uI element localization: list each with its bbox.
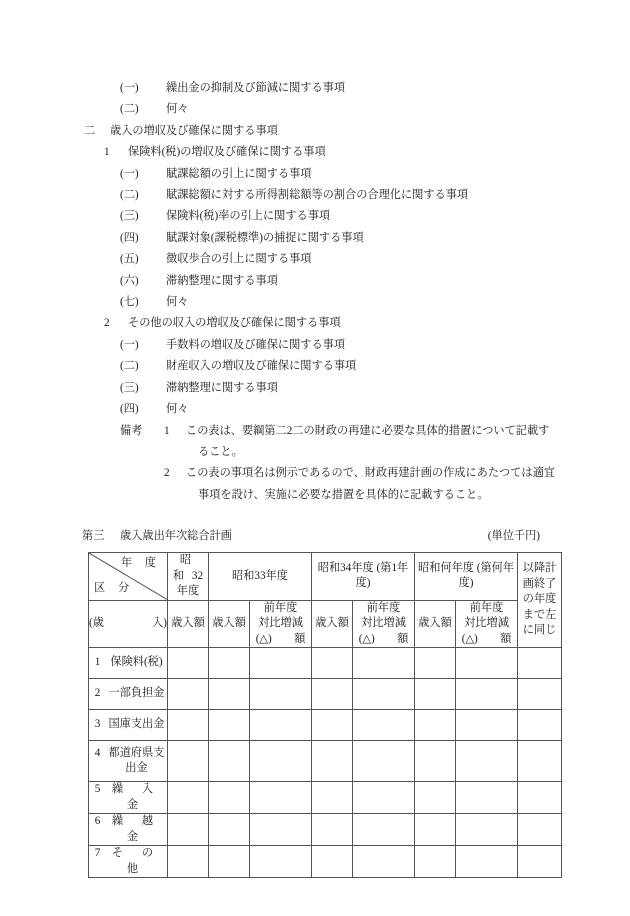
data-cell[interactable]: [312, 710, 353, 741]
annual-plan-table: [88, 552, 562, 878]
data-cell[interactable]: [518, 679, 562, 710]
row-name-cont: 出金: [125, 762, 148, 775]
subheader-line: 対比増減: [361, 617, 406, 630]
subheader-delta: [353, 600, 415, 648]
table-row: [89, 782, 562, 814]
list-marker: (七): [120, 296, 139, 309]
data-cell[interactable]: [209, 814, 250, 846]
subheader-line: 対比増減: [464, 617, 509, 630]
data-cell[interactable]: [353, 741, 415, 782]
note-body: [186, 421, 560, 464]
tail-line: 画終了: [522, 577, 557, 590]
year-group-line: (第何年度): [458, 561, 515, 590]
subheader-line: (△) 額: [461, 632, 512, 645]
year-group-header-3: [312, 553, 415, 601]
data-cell[interactable]: [415, 814, 456, 846]
data-cell[interactable]: [168, 814, 209, 846]
list-item: [120, 78, 560, 99]
data-cell[interactable]: [518, 814, 562, 846]
list-item: [120, 356, 560, 377]
subheader-line: 対比増減: [258, 617, 303, 630]
data-cell[interactable]: [168, 741, 209, 782]
data-cell[interactable]: [250, 814, 312, 846]
year-group-line: 昭和34年度: [317, 561, 374, 574]
table-caption: [82, 526, 560, 546]
table-row: [89, 741, 562, 782]
note-number: 1: [164, 424, 170, 437]
list-text: 財産収入の増収及び確保に関する事項: [166, 360, 357, 373]
row-number: 5: [94, 783, 101, 796]
list-text: 繰出金の抑制及び節減に関する事項: [166, 82, 346, 94]
data-cell[interactable]: [415, 782, 456, 814]
data-cell[interactable]: [312, 814, 353, 846]
data-cell[interactable]: [415, 648, 456, 679]
row-number: 2: [94, 687, 101, 700]
list-item: [120, 249, 560, 270]
row-label-cell: [89, 648, 168, 679]
list-text: 保険料(税)の増収及び確保に関する事項: [128, 146, 326, 159]
data-cell[interactable]: [250, 782, 312, 814]
table-row: [89, 648, 562, 679]
list-marker: (五): [120, 253, 139, 266]
list-item: [104, 142, 560, 163]
year-group-line: 昭和33年度: [232, 569, 288, 582]
row-name: 都道府県支: [108, 746, 165, 759]
row-name: 保険料(税): [110, 656, 163, 669]
data-cell[interactable]: [209, 648, 250, 679]
year-group-line: 昭 和: [172, 554, 197, 582]
list-text: 賦課対象(課税標準)の捕捉に関する事項: [166, 231, 364, 244]
data-cell[interactable]: [209, 710, 250, 741]
tail-column-header: [518, 553, 562, 648]
list-text: その他の収入の増収及び確保に関する事項: [128, 317, 341, 330]
data-cell[interactable]: [415, 710, 456, 741]
notes-label: 備考: [120, 424, 143, 437]
data-cell[interactable]: [250, 710, 312, 741]
data-cell[interactable]: [456, 648, 518, 679]
list-text: 歳入の増収及び確保に関する事項: [110, 124, 278, 137]
caption-unit: (単位千円): [487, 530, 540, 543]
list-marker: (四): [120, 231, 139, 244]
note-number: 2: [164, 467, 170, 480]
note-item: [164, 421, 560, 464]
data-cell[interactable]: [312, 679, 353, 710]
data-cell[interactable]: [353, 846, 415, 878]
subheader-line: (△) 額: [255, 632, 306, 645]
list-item: [120, 206, 560, 227]
list-marker: 2: [104, 317, 110, 330]
data-cell[interactable]: [456, 710, 518, 741]
corner-cell: [89, 553, 168, 601]
data-cell[interactable]: [250, 648, 312, 679]
row-name: 国庫支出金: [108, 718, 165, 731]
row-name: 繰 入 金: [111, 783, 162, 811]
data-cell[interactable]: [312, 782, 353, 814]
tail-line: の年度: [522, 593, 557, 606]
list-item: [120, 335, 560, 356]
list-item: [120, 99, 560, 120]
notes-items: [164, 421, 560, 507]
data-cell[interactable]: [250, 679, 312, 710]
data-cell[interactable]: [456, 741, 518, 782]
subheader-amount: [209, 600, 250, 648]
data-cell[interactable]: [518, 741, 562, 782]
notes-row: [120, 421, 560, 507]
list-text: 賦課総額の引上に関する事項: [166, 167, 312, 180]
list-item: [120, 185, 560, 206]
row-number: 4: [94, 746, 101, 759]
row-number: 6: [94, 815, 101, 828]
subheader-amount: [312, 600, 353, 648]
list-item: [120, 164, 560, 185]
note-line: この表は、要綱第二2二の財政の再建に必要な具体的措置について記載す: [186, 424, 550, 437]
year-group-line: 32年度: [176, 569, 204, 598]
row-label-cell: [89, 782, 168, 814]
list-marker: (二): [120, 103, 139, 116]
list-text: 保険料(税)率の引上に関する事項: [166, 210, 331, 223]
data-cell[interactable]: [415, 741, 456, 782]
list-marker: (三): [120, 210, 139, 223]
outline-list: [84, 78, 560, 421]
list-marker: (三): [120, 381, 139, 394]
note-item: [164, 463, 560, 506]
data-cell[interactable]: [209, 782, 250, 814]
row-name: そ の 他: [111, 847, 162, 875]
year-group-header-4: [415, 553, 518, 601]
year-group-header-1: [168, 553, 209, 601]
list-text: 手数料の増収及び確保に関する事項: [166, 338, 346, 351]
data-cell[interactable]: [353, 782, 415, 814]
section-label-open: (歳: [89, 617, 104, 630]
data-cell[interactable]: [456, 814, 518, 846]
data-cell[interactable]: [415, 846, 456, 878]
subheader-amount: [415, 600, 456, 648]
note-line: この表の事項名は例示であるので、財政再建計画の作成にあたつては適宜: [186, 467, 555, 480]
data-cell[interactable]: [250, 846, 312, 878]
subheader-line: 歳入額: [171, 617, 205, 630]
section-label-cell: [89, 600, 168, 648]
year-group-header-2: [209, 553, 312, 601]
list-marker: (一): [120, 167, 139, 180]
row-label-cell: [89, 846, 168, 878]
data-cell[interactable]: [168, 846, 209, 878]
subheader-line: 前年度: [469, 601, 504, 614]
list-text: 賦課総額に対する所得割総額等の割合の合理化に関する事項: [166, 189, 469, 202]
list-marker: (六): [120, 274, 139, 287]
row-label-cell: [89, 679, 168, 710]
data-cell[interactable]: [456, 846, 518, 878]
note-body: [186, 463, 560, 506]
list-text: 何々: [166, 296, 189, 309]
data-cell[interactable]: [353, 814, 415, 846]
list-marker: 二: [84, 124, 96, 137]
data-cell[interactable]: [209, 679, 250, 710]
list-item: [120, 378, 560, 399]
data-cell[interactable]: [209, 741, 250, 782]
list-text: 滞納整理に関する事項: [166, 274, 278, 287]
row-label-cell: [89, 814, 168, 846]
data-cell[interactable]: [312, 846, 353, 878]
data-cell[interactable]: [168, 679, 209, 710]
subheader-line: 前年度: [263, 601, 298, 614]
table-header-row-1: [89, 553, 562, 601]
list-marker: (一): [120, 338, 139, 351]
corner-year-label: 年 度: [120, 557, 161, 570]
subheader-amount: [168, 600, 209, 648]
data-cell[interactable]: [518, 846, 562, 878]
note-line: 事項を設け、実施に必要な措置を具体的に記載すること。: [198, 488, 489, 501]
section-label-close: 入): [152, 617, 167, 630]
subheader-line: 前年度: [366, 601, 401, 614]
row-number: 3: [94, 718, 101, 731]
table-row: [89, 679, 562, 710]
tail-line: に同じ: [522, 624, 557, 637]
list-item: [120, 271, 560, 292]
table-row: [89, 846, 562, 878]
data-cell[interactable]: [312, 648, 353, 679]
data-cell[interactable]: [456, 782, 518, 814]
list-marker: (四): [120, 403, 139, 416]
list-text: 徴収歩合の引上に関する事項: [166, 253, 312, 266]
row-name: 一部負担金: [108, 687, 165, 700]
tail-line: 以降計: [522, 562, 557, 575]
caption-number: 第三: [82, 530, 105, 543]
data-cell[interactable]: [415, 679, 456, 710]
row-number: 7: [94, 847, 101, 860]
data-cell[interactable]: [250, 741, 312, 782]
subheader-line: 歳入額: [212, 617, 246, 630]
subheader-delta: [250, 600, 312, 648]
row-label-cell: [89, 710, 168, 741]
list-text: 滞納整理に関する事項: [166, 381, 278, 394]
row-number: 1: [94, 656, 101, 669]
table-row: [89, 710, 562, 741]
data-cell[interactable]: [353, 648, 415, 679]
data-cell[interactable]: [168, 710, 209, 741]
year-group-line: 昭和何年度: [418, 561, 474, 574]
note-line: ること。: [198, 445, 243, 458]
subheader-line: (△) 額: [358, 632, 409, 645]
data-cell[interactable]: [209, 846, 250, 878]
data-cell[interactable]: [168, 782, 209, 814]
subheader-line: 歳入額: [315, 617, 349, 630]
data-cell[interactable]: [353, 679, 415, 710]
list-text: 何々: [166, 103, 189, 116]
row-label-cell: [89, 741, 168, 782]
year-group-line: (第1年度): [355, 561, 409, 590]
data-cell[interactable]: [312, 741, 353, 782]
list-text: 何々: [166, 403, 189, 416]
subheader-line: 歳入額: [418, 617, 452, 630]
data-cell[interactable]: [168, 648, 209, 679]
list-item: [120, 228, 560, 249]
table-row: [89, 814, 562, 846]
row-name: 繰 越 金: [111, 815, 162, 843]
list-marker: (一): [120, 82, 139, 94]
corner-category-label: 区 分: [94, 582, 135, 595]
data-cell[interactable]: [518, 648, 562, 679]
list-item: [120, 292, 560, 313]
list-marker: (二): [120, 360, 139, 373]
list-item: [104, 313, 560, 334]
notes-block: [120, 421, 560, 507]
caption-title: 歳入歳出年次総合計画: [120, 530, 232, 543]
list-item: [84, 121, 560, 142]
list-item: [120, 399, 560, 420]
list-marker: 1: [104, 146, 110, 159]
data-cell[interactable]: [353, 710, 415, 741]
data-cell[interactable]: [518, 782, 562, 814]
subheader-delta: [456, 600, 518, 648]
tail-line: まで左: [522, 608, 557, 621]
data-cell[interactable]: [518, 710, 562, 741]
data-cell[interactable]: [456, 679, 518, 710]
list-marker: (二): [120, 189, 139, 202]
table-header-row-2: [89, 600, 562, 648]
